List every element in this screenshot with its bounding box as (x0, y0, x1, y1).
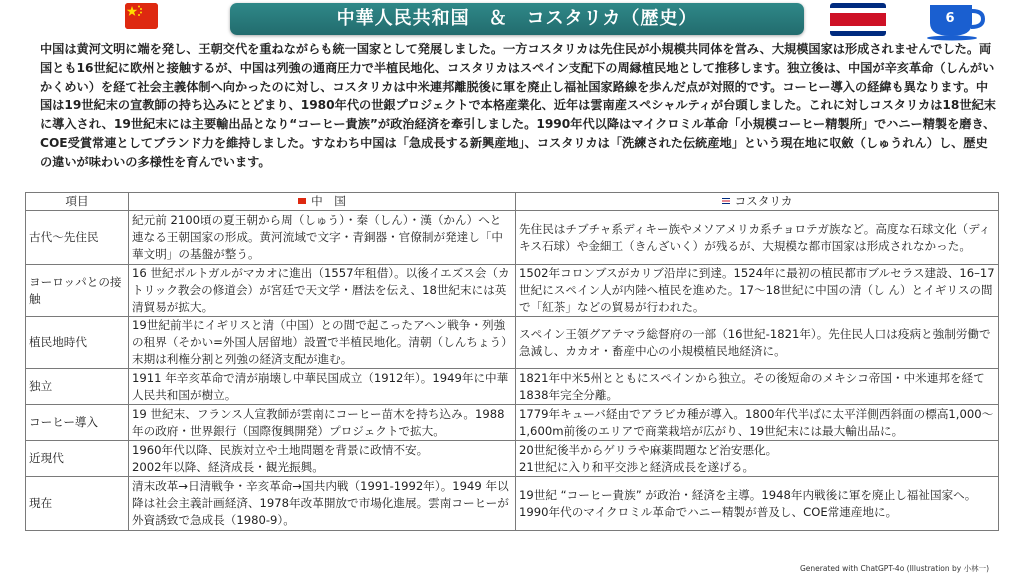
row-label: 植民地時代 (26, 317, 129, 369)
coffee-cup-icon (926, 3, 986, 41)
table-row (26, 317, 999, 369)
header-china (129, 193, 516, 211)
costa-rica-line: 21世紀に入り和平交渉と経済成長を遂げる。 (519, 459, 755, 474)
china-line: 2002年以降、経済成長・観光振興。 (132, 459, 324, 474)
table-row (26, 441, 999, 477)
china-flag-icon (125, 3, 158, 29)
table-row (26, 211, 999, 265)
row-label: 独立 (26, 369, 129, 405)
costa-rica-flag-icon (830, 3, 886, 36)
page-number: 6 (945, 11, 955, 26)
china-cell (129, 441, 516, 477)
costa-rica-cell: 19世紀 “コーヒー貴族” が政治・経済を主導。1948年内戦後に軍を廃止し福祉国家へ。1990年代のマイクロミル革命でハニー精製が普及し、COE常連産地に。 (516, 477, 999, 531)
footer-credit: Generated with ChatGPT-4o (Illustration by 小林一) (800, 564, 990, 573)
row-label: 現在 (26, 477, 129, 531)
row-label: 近現代 (26, 441, 129, 477)
costa-rica-cell: 先住民はチブチャ系ディキー族やメソアメリカ系チョロテガ族など。高度な石球文化（ディキス石球）や金細工（きんざいく）が残るが、大規模な都市国家は形成されなかった。 (516, 211, 999, 265)
table-header-row (26, 193, 999, 211)
page-title: 中華人民共和国 ＆ コスタリカ（歴史） (230, 3, 804, 35)
costa-rica-cell (516, 441, 999, 477)
china-line: 1960年代以降、民族対立や土地問題を背景に政情不安。 (132, 442, 429, 457)
header-item: 項目 (26, 193, 129, 211)
intro-paragraph: 中国は黄河文明に端を発し、王朝交代を重ねながらも統一国家として発展しました。一方コスタリカは先住民が小規模共同体を営み、大規模国家は形成されませんでした。両国とも16世紀に欧州と接触するが、中国は列強の通商圧力で半植民地化、コスタリカはスペイン支配下の周縁植民地として推移します。独立後は、中国が辛亥革命（しんがいかくめい）を経て社会主義体制へ向かったのに対し、コスタリカは中米連邦離脱後に軍を廃止し福祉国家路線を歩んだ点が対照的です。コーヒー導入の経緯も異なります。中国は19世紀末の宣教師の持ち込みにとどまり、1980年代の世銀プロジェクトで本格産業化、近年は雲南産スペシャルティが台頭しました。これに対しコスタリカは18世紀末に導入され、19世紀末には主要輸出品となり“コーヒー貴族”が政治経済を牽引しました。1990年代以降はマイクロミル革命「小規模コーヒー精製所」でハニー精製を磨き、COE受賞常連としてブランド力を維持しました。すなわち中国は「急成長する新興産地」、コスタリカは「洗練された伝統産地」という現在地に収斂（しゅうれん）し、歴史の違いが味わいの多様性を育んでいます。 (40, 42, 996, 169)
china-cell: 1911 年辛亥革命で清が崩壊し中華民国成立（1912年）。1949年に中華人民共和国が樹立。 (129, 369, 516, 405)
china-cell: 16 世紀ポルトガルがマカオに進出（1557年租借）。以後イエズス会（カトリック教会の修道会）が宮廷で天文学・暦法を伝え、18世紀末には英清貿易が拡大。 (129, 265, 516, 317)
history-comparison-table (25, 192, 999, 531)
china-cell: 紀元前 2100頃の夏王朝から周（しゅう）・秦（しん）・漢（かん）へと連なる王朝国家の形成。黄河流域で文字・青銅器・官僚制が発達し「中華文明」の基盤が整う。 (129, 211, 516, 265)
china-cell: 19世紀前半にイギリスと清（中国）との間で起こったアヘン戦争・列強の租界（そかい=外国人居留地）設置で半植民地化。清朝（しんちょう）末期は利権分割と列強の経済支配が進む。 (129, 317, 516, 369)
header-costa-rica (516, 193, 999, 211)
china-mini-flag-icon (298, 198, 306, 204)
costa-rica-cell: 1779年キューバ経由でアラビカ種が導入。1800年代半ばに太平洋側西斜面の標高1,000〜1,600m前後のエリアで商業栽培が広がり、19世紀末には最大輸出品に。 (516, 405, 999, 441)
header-costa-rica-label: コスタリカ (734, 194, 793, 208)
costa-rica-mini-flag-icon (722, 198, 730, 204)
header-china-label: 中 国 (311, 194, 346, 208)
row-label: 古代〜先住民 (26, 211, 129, 265)
row-label: コーヒー導入 (26, 405, 129, 441)
table-row (26, 477, 999, 531)
costa-rica-cell: 1821年中米5州とともにスペインから独立。その後短命のメキシコ帝国・中米連邦を経て1838年完全分離。 (516, 369, 999, 405)
row-label: ヨーロッパとの接触 (26, 265, 129, 317)
china-cell: 19 世紀末、フランス人宣教師が雲南にコーヒー苗木を持ち込み。1988 年の政府・世界銀行（国際復興開発）プロジェクトで拡大。 (129, 405, 516, 441)
table-row (26, 369, 999, 405)
china-cell: 清末改革→日清戦争・辛亥革命→国共内戦（1991-1992年）。1949 年以降は社会主義計画経済、1978年改革開放で市場化進展。雲南コーヒーが外資誘致で急成長（1980-9）。 (129, 477, 516, 531)
table-row (26, 405, 999, 441)
costa-rica-cell: 1502年コロンブスがカリブ沿岸に到達。1524年に最初の植民都市ブルセラス建設、16–17世紀にスペイン人が内陸へ植民を進めた。17〜18世紀に中国の清（し ん）とイギリスの間で「紅茶」などの貿易が行われた。 (516, 265, 999, 317)
table-row (26, 265, 999, 317)
costa-rica-cell: スペイン王領グアテマラ総督府の一部（16世紀-1821年）。先住民人口は疫病と強制労働で急減し、カカオ・畜産中心の小規模植民地経済に。 (516, 317, 999, 369)
costa-rica-line: 20世紀後半からゲリラや麻薬問題など治安悪化。 (519, 442, 778, 457)
